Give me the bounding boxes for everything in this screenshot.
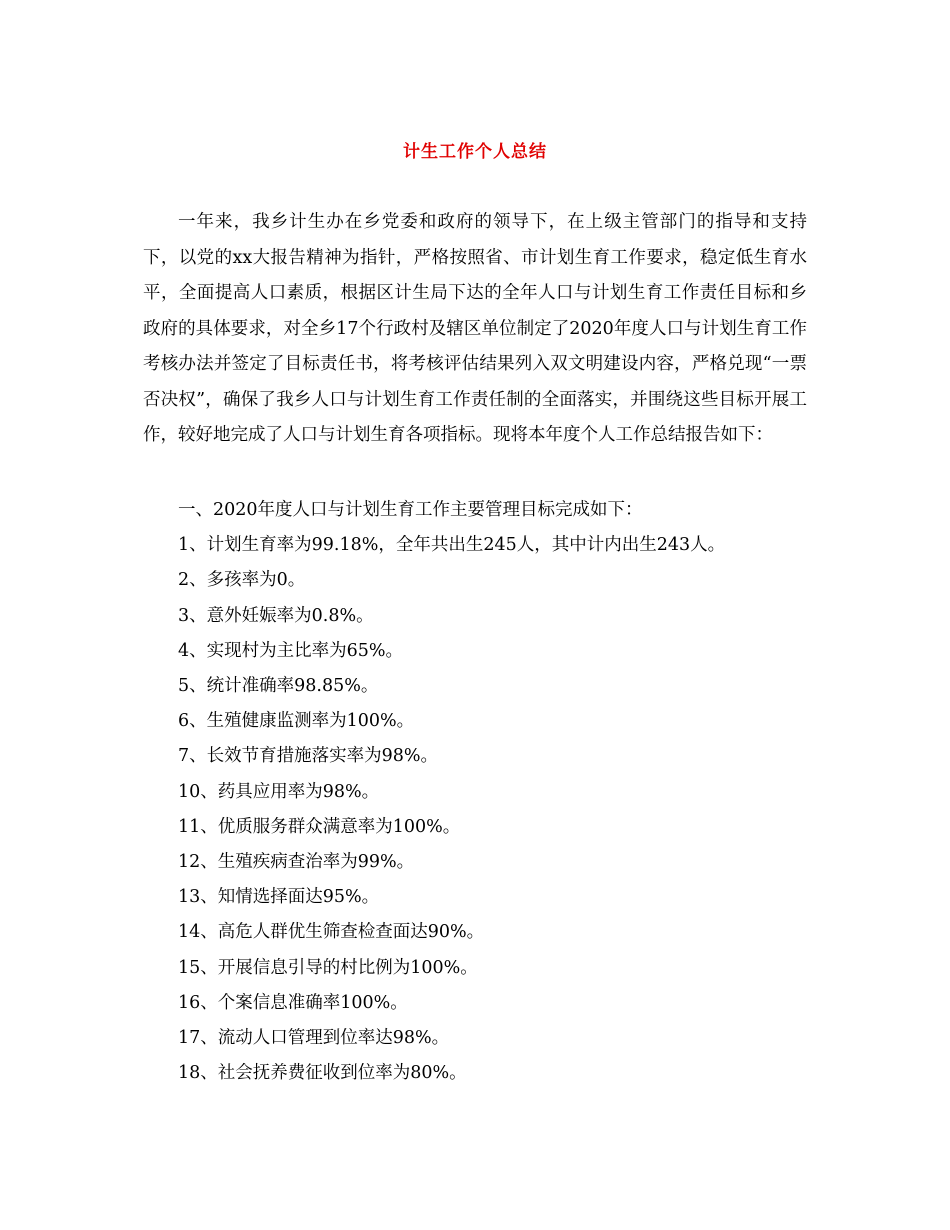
list-item: 12、生殖疾病查治率为99%。 [178,852,415,873]
list-item: 5、统计准确率98.85%。 [178,676,379,697]
target-list [143,493,807,1091]
list-item: 一、2020年度人口与计划生育工作主要管理目标完成如下： [178,500,643,520]
list-item: 4、实现村为主比率为65%。 [178,640,404,661]
list-item: 6、生殖健康监测率为100%。 [178,711,415,732]
list-item: 13、知情选择面达95%。 [178,887,380,908]
list-item: 11、优质服务群众满意率为100%。 [178,816,461,837]
document-title: 计生工作个人总结 [403,142,547,162]
list-item: 3、意外妊娠率为0.8%。 [178,605,374,626]
list-item: 10、药具应用率为98%。 [178,781,380,802]
list-item: 7、长效节育措施落实率为98%。 [178,746,439,767]
list-item: 17、流动人口管理到位率达98%。 [178,1028,450,1049]
list-item: 1、计划生育率为99.18%，全年共出生245人，其中计内出生243人。 [178,535,726,556]
intro-paragraph: 一年来，我乡计生办在乡党委和政府的领导下，在上级主管部门的指导和支持下，以党的xx大报告精神为指针，严格按照省、市计划生育工作要求，稳定低生育水平，全面提高人口素质，根据区计生局下达的全年人口与计划生育工作责任目标和乡政府的具体要求，对全乡17个行政村及辖区单位制定了2020年度人口与计划生育工作考核办法并签定了目标责任书，将考核评估结果列入双文明建设内容，严格兑现“一票否决权”，确保了我乡人口与计划生育工作责任制的全面落实，并围绕这些目标开展工作，较好地完成了人口与计划生育各项指标。现将本年度个人工作总结报告如下： [143,212,807,445]
list-item: 14、高危人群优生筛查检查面达90%。 [178,922,485,943]
list-item: 2、多孩率为0。 [178,570,306,591]
list-item: 16、个案信息准确率100%。 [178,992,408,1013]
list-item: 15、开展信息引导的村比例为100%。 [178,957,478,978]
list-item: 18、社会抚养费征收到位率为80%。 [178,1063,467,1084]
